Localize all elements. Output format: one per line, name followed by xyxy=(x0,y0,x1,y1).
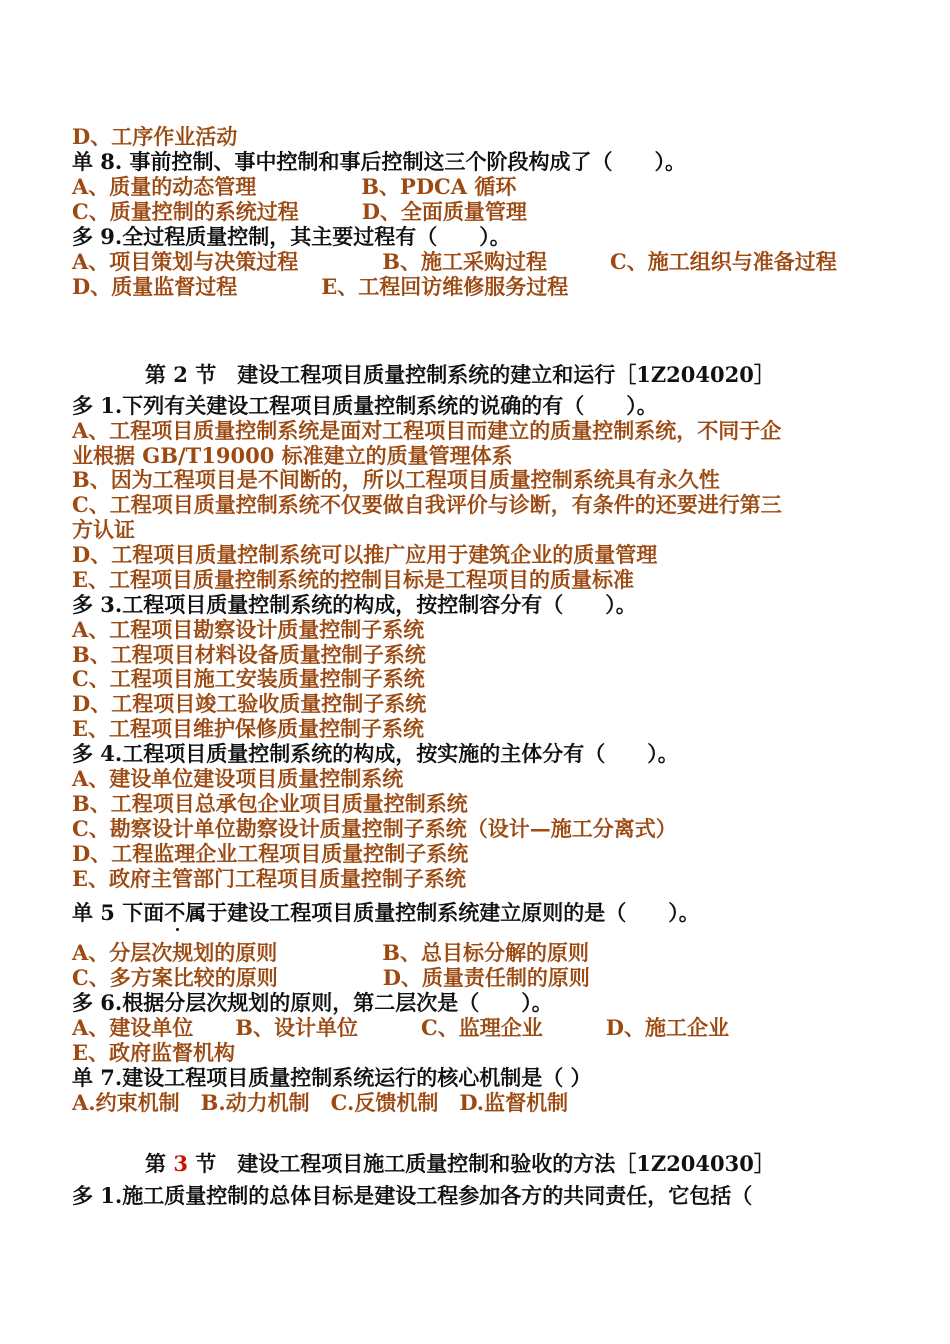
option-line: A、建设单位建设项目质量控制系统 xyxy=(72,766,404,791)
option-line: C、质量控制的系统过程 D、全面质量管理 xyxy=(72,199,527,224)
option-line: B、工程项目总承包企业项目质量控制系统 xyxy=(72,791,468,816)
question-line: 多 6.根据分层次规划的原则，第二层次是（ ）。 xyxy=(72,990,553,1015)
section-prefix: 第 xyxy=(145,1151,174,1176)
question-line: 单 8. 事前控制、事中控制和事后控制这三个阶段构成了（ ）。 xyxy=(72,149,687,174)
section-heading xyxy=(145,1151,775,1176)
option-line: D、工程项目竣工验收质量控制子系统 xyxy=(72,691,427,716)
option-line: A.约束机制 B.动力机制 C.反馈机制 D.监督机制 xyxy=(72,1090,569,1115)
option-line: A、分层次规划的原则 B、总目标分解的原则 xyxy=(72,940,590,965)
option-line: E、政府主管部门工程项目质量控制子系统 xyxy=(72,866,467,891)
option-line: D、工序作业活动 xyxy=(72,124,238,149)
section-heading: 第 2 节 建设工程项目质量控制系统的建立和运行［1Z204020］ xyxy=(145,362,775,387)
option-line: A、项目策划与决策过程 B、施工采购过程 C、施工组织与准备过程 xyxy=(72,249,837,274)
option-line: B、工程项目材料设备质量控制子系统 xyxy=(72,642,426,667)
option-line: E、政府监督机构 xyxy=(72,1040,236,1065)
option-line: D、工程项目质量控制系统可以推广应用于建筑企业的质量管理 xyxy=(72,542,658,567)
question-line: 多 1.施工质量控制的总体目标是建设工程参加各方的共同责任，它包括（ xyxy=(72,1183,753,1208)
question-line: 多 9.全过程质量控制，其主要过程有（ ）。 xyxy=(72,224,511,249)
option-line: B、因为工程项目是不间断的，所以工程项目质量控制系统具有永久性 xyxy=(72,467,720,492)
option-line: C、工程项目质量控制系统不仅要做自我评价与诊断，有条件的还要进行第三 xyxy=(72,492,782,517)
stray-dot xyxy=(176,928,179,931)
section-title: 节 建设工程项目施工质量控制和验收的方法［1Z204030］ xyxy=(195,1151,775,1176)
question-line: 多 4.工程项目质量控制系统的构成，按实施的主体分有（ ）。 xyxy=(72,741,679,766)
option-line: A、工程项目勘察设计质量控制子系统 xyxy=(72,617,425,642)
option-line: C、工程项目施工安装质量控制子系统 xyxy=(72,666,425,691)
option-line: E、工程项目维护保修质量控制子系统 xyxy=(72,716,425,741)
option-line: A、质量的动态管理 B、PDCA 循环 xyxy=(72,174,517,199)
section-number: 3 xyxy=(173,1151,188,1176)
option-line: C、多方案比较的原则 D、质量责任制的原则 xyxy=(72,965,590,990)
option-line: C、勘察设计单位勘察设计质量控制子系统（设计—施工分离式） xyxy=(72,816,677,841)
question-line: 多 3.工程项目质量控制系统的构成，按控制容分有（ ）。 xyxy=(72,592,637,617)
question-line: 多 1.下列有关建设工程项目质量控制系统的说确的有（ ）。 xyxy=(72,393,658,418)
question-line: 单 7.建设工程项目质量控制系统运行的核心机制是（ ） xyxy=(72,1065,592,1090)
option-line: D、质量监督过程 E、工程回访维修服务过程 xyxy=(72,274,569,299)
option-line: 方认证 xyxy=(72,517,135,542)
option-line: E、工程项目质量控制系统的控制目标是工程项目的质量标准 xyxy=(72,567,635,592)
option-line: A、工程项目质量控制系统是面对工程项目而建立的质量控制系统，不同于企 xyxy=(72,418,782,443)
question-line: 单 5 下面不属于建设工程项目质量控制系统建立原则的是（ ）。 xyxy=(72,900,700,925)
option-line: 业根据 GB/T19000 标准建立的质量管理体系 xyxy=(72,443,513,468)
option-line: A、建设单位 B、设计单位 C、监理企业 D、施工企业 xyxy=(72,1015,729,1040)
option-line: D、工程监理企业工程项目质量控制子系统 xyxy=(72,841,469,866)
